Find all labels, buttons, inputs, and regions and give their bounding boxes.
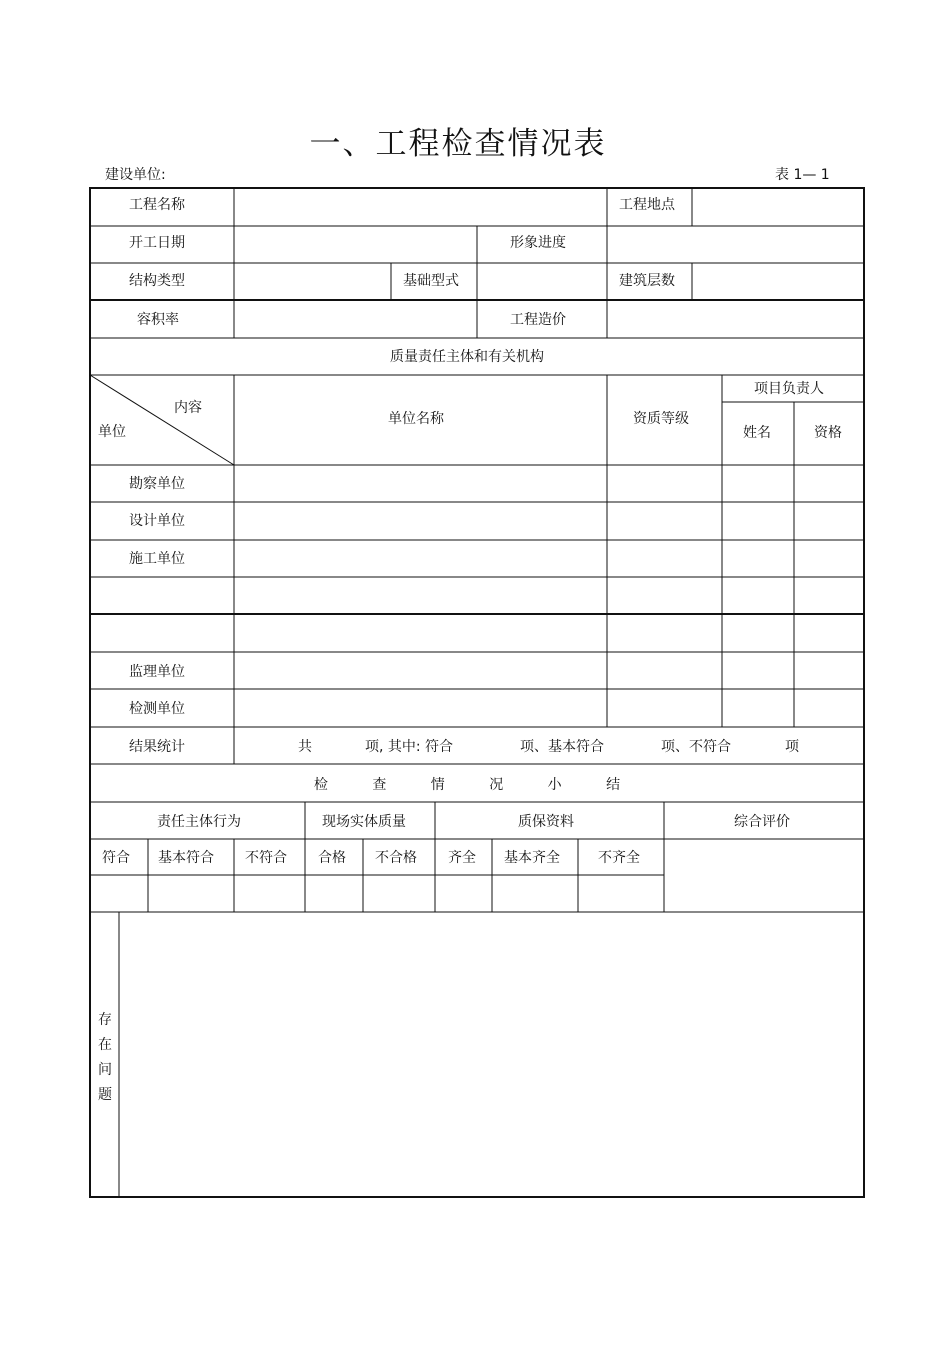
label-project-location: 工程地点	[619, 197, 675, 213]
col-basic-conform: 基本符合	[158, 850, 214, 866]
group-responsibility-behavior: 责任主体行为	[157, 814, 241, 830]
row-supervision-unit: 监理单位	[129, 664, 185, 680]
construction-unit-label: 建设单位:	[105, 167, 166, 183]
col-incomplete: 不齐全	[598, 850, 640, 866]
stats-item-suffix: 项	[785, 739, 799, 755]
col-complete: 齐全	[448, 850, 476, 866]
col-unit-name: 单位名称	[388, 411, 444, 427]
col-qualified: 合格	[318, 850, 346, 866]
group-onsite-quality: 现场实体质量	[322, 814, 406, 830]
col-project-lead: 项目负责人	[754, 381, 824, 397]
label-existing-issues: 存在问题	[98, 1012, 112, 1103]
stats-basic-conform: 项、基本符合	[520, 739, 604, 755]
col-lead-name: 姓名	[743, 425, 771, 441]
diagonal-header-content: 内容	[174, 400, 202, 416]
page-title: 一、工程检查情况表	[309, 126, 607, 162]
section-title-summary: 检 查 情 况 小 结	[313, 777, 641, 793]
row-construction-unit: 施工单位	[129, 551, 185, 567]
stats-nonconform: 项、不符合	[661, 739, 731, 755]
label-plot-ratio: 容积率	[137, 312, 179, 328]
stats-conform: 项, 其中: 符合	[364, 739, 454, 755]
group-qa-documents: 质保资料	[518, 814, 574, 830]
label-progress: 形象进度	[510, 235, 566, 251]
label-start-date: 开工日期	[129, 235, 185, 251]
label-result-stats: 结果统计	[129, 739, 185, 755]
col-conform: 符合	[102, 850, 130, 866]
label-structure-type: 结构类型	[129, 273, 185, 289]
label-project-name: 工程名称	[129, 197, 185, 213]
col-qualification: 资质等级	[633, 411, 689, 427]
col-basic-complete: 基本齐全	[504, 850, 560, 866]
label-floors: 建筑层数	[619, 273, 675, 289]
label-cost: 工程造价	[510, 312, 566, 328]
row-survey-unit: 勘察单位	[129, 476, 185, 492]
row-design-unit: 设计单位	[129, 513, 185, 529]
col-unqualified: 不合格	[375, 850, 417, 866]
row-testing-unit: 检测单位	[129, 701, 185, 717]
form-number: 表 1— 1	[775, 167, 830, 183]
diagonal-header-unit: 单位	[98, 424, 126, 440]
stats-total: 共	[298, 739, 312, 755]
group-overall-evaluation: 综合评价	[734, 814, 790, 830]
col-nonconform: 不符合	[245, 850, 287, 866]
label-foundation-type: 基础型式	[403, 273, 459, 289]
col-lead-qualification: 资格	[814, 425, 842, 441]
section-title-orgs: 质量责任主体和有关机构	[390, 349, 544, 365]
